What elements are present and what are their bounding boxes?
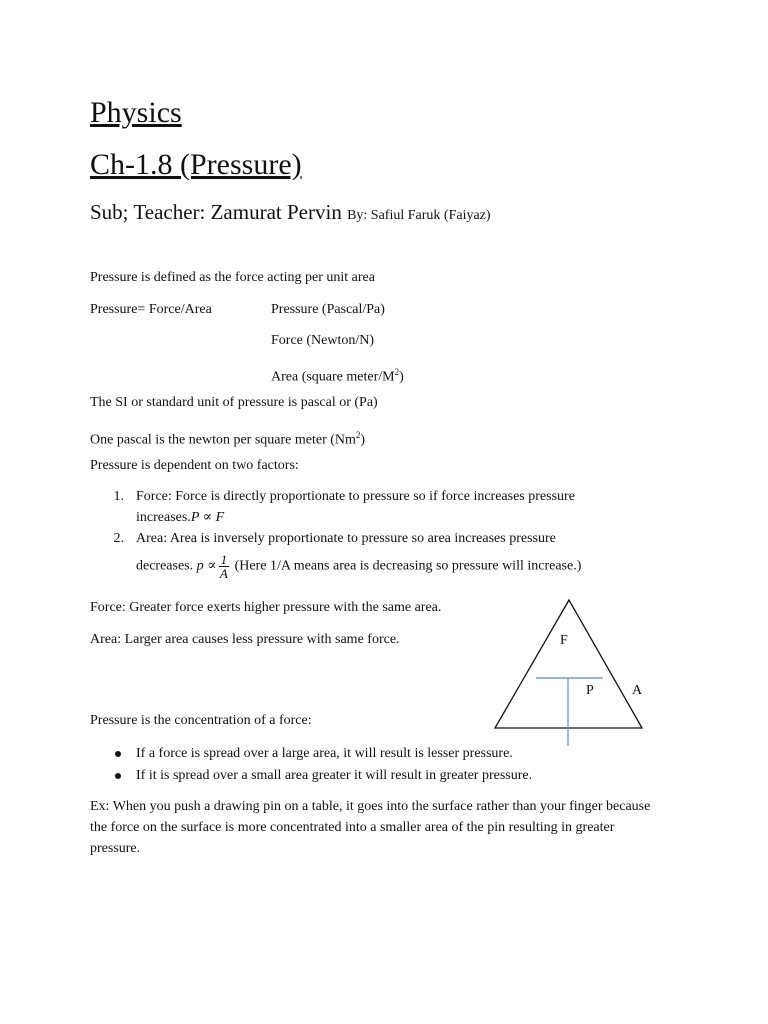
unit-area bbox=[271, 362, 404, 388]
factor-area-math: p ∝ bbox=[196, 558, 217, 574]
unit-area-text: Area (square meter/M bbox=[271, 369, 395, 385]
label-p: P bbox=[586, 683, 594, 698]
unit-area-close: ) bbox=[399, 369, 404, 385]
pascal-definition bbox=[90, 425, 365, 451]
bullet-text: If it is spread over a small area greater it will result in greater pressure. bbox=[136, 768, 533, 783]
force-note: Force: Greater force exerts higher pressure with the same area. bbox=[90, 600, 442, 615]
pascal-sup: 2 bbox=[355, 430, 361, 440]
factor-area-note: (Here 1/A means area is decreasing so pressure will increase.) bbox=[234, 558, 582, 574]
chapter-title: Ch-1.8 (Pressure) bbox=[90, 148, 302, 181]
bullet-icon bbox=[115, 751, 121, 757]
subject-teacher: Sub; Teacher: Zamurat Pervin bbox=[90, 200, 342, 224]
pascal-text: One pascal is the newton per square meter (Nm bbox=[90, 432, 356, 448]
pascal-close: ) bbox=[360, 432, 366, 448]
unit-pressure: Pressure (Pascal/Pa) bbox=[271, 302, 385, 317]
factor-area-line1: Area: Area is inversely proportionate to pressure so area increases pressure bbox=[136, 531, 556, 546]
unit-area-sup: 2 bbox=[394, 367, 400, 377]
label-f: F bbox=[560, 633, 568, 648]
example-paragraph: Ex: When you push a drawing pin on a table, it goes into the surface rather than your finger because the force on the surface is more concentrated into a smaller area of the pin resulting in greater pressure. bbox=[90, 799, 651, 856]
author-byline: By: Safiul Faruk (Faiyaz) bbox=[347, 208, 491, 223]
factor-area-line2 bbox=[136, 553, 656, 580]
label-a: A bbox=[632, 683, 643, 698]
factor-force-line1: Force: Force is directly proportionate to pressure so if force increases pressure bbox=[136, 489, 575, 504]
definition-text: Pressure is defined as the force acting per unit area bbox=[90, 270, 375, 285]
list-item bbox=[90, 486, 670, 530]
factor-force-text: increases. bbox=[136, 510, 191, 525]
pressure-triangle-diagram bbox=[480, 590, 680, 760]
list-item bbox=[90, 528, 670, 586]
area-note: Area: Larger area causes less pressure with same force. bbox=[90, 632, 400, 647]
fraction-numerator: 1 bbox=[220, 552, 228, 567]
list-item bbox=[90, 765, 650, 787]
page-title: Physics bbox=[90, 96, 182, 129]
formula-equation: Pressure= Force/Area bbox=[90, 302, 212, 317]
subject-teacher-line bbox=[90, 200, 491, 225]
factor-force-line2 bbox=[136, 507, 656, 528]
factors-intro: Pressure is dependent on two factors: bbox=[90, 458, 299, 473]
list-number: 2. bbox=[113, 531, 124, 546]
concentration-intro: Pressure is the concentration of a force: bbox=[90, 713, 312, 728]
fraction-denominator: A bbox=[219, 566, 228, 581]
list-number: 1. bbox=[113, 489, 124, 504]
factor-area-text: decreases. bbox=[136, 558, 194, 574]
bullet-text: If a force is spread over a large area, it will result is lesser pressure. bbox=[136, 746, 513, 761]
unit-force: Force (Newton/N) bbox=[271, 333, 375, 348]
factor-force-math: P ∝ F bbox=[190, 510, 225, 525]
bullet-icon bbox=[115, 773, 121, 779]
si-unit-text: The SI or standard unit of pressure is pascal or (Pa) bbox=[90, 395, 378, 410]
fraction bbox=[219, 553, 230, 580]
list-item bbox=[90, 743, 650, 765]
